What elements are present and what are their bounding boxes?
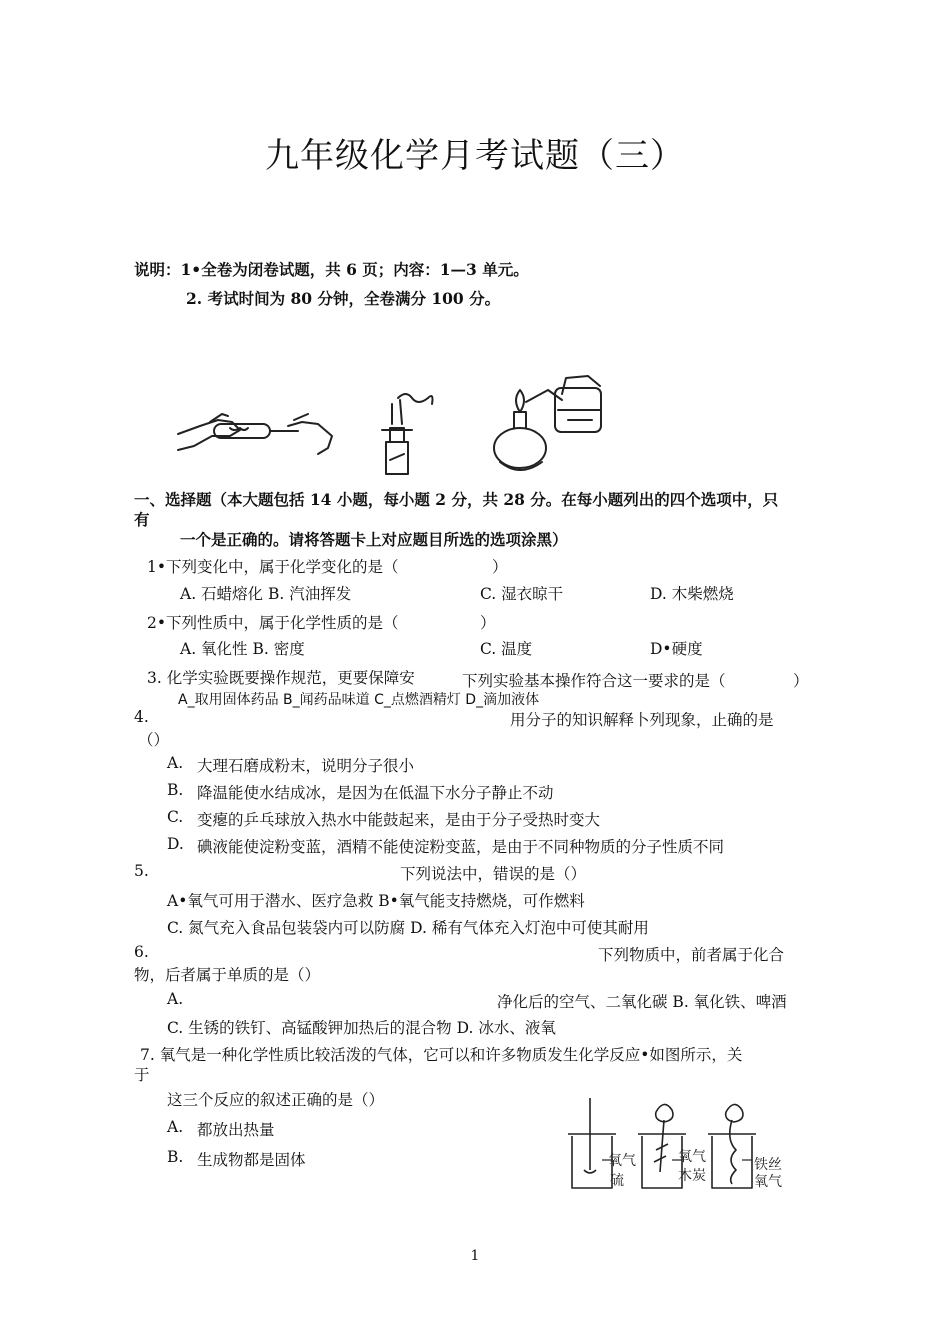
q4-option-d-label: D. <box>167 835 184 853</box>
jar3-label-bottom: 氧气 <box>754 1174 782 1190</box>
q1-option-c: C. 湿衣晾干 <box>480 585 564 603</box>
q6-option-a-label: A. <box>167 990 184 1008</box>
q4-option-c-label: C. <box>167 808 184 826</box>
page-title: 九年级化学月考试题（三） <box>265 136 685 176</box>
q2-stem: 2•下列性质中，属于化学性质的是（ <box>147 614 399 632</box>
q7-stem-a: 7. 氧气是一种化学性质比较活泼的气体，它可以和许多物质发生化学反应•如图所示，关 <box>140 1046 743 1064</box>
oxygen-reaction-figure <box>560 1090 800 1195</box>
q5-options-ab: A•氧气可用于潜水、医疗急救 B•氧气能支持燃烧，可作燃料 <box>167 892 585 910</box>
q6-stem-b: 物，后者属于单质的是（） <box>134 966 321 984</box>
jar3-label-top: 铁丝 <box>754 1157 782 1173</box>
q1-close: ） <box>492 558 508 576</box>
page-number: 1 <box>470 1248 480 1264</box>
q4-stem: 用分子的知识解释卜列现象，止确的是 <box>510 711 774 729</box>
q4-option-d: 碘液能使淀粉变蓝，酒精不能使淀粉变蓝，是由于不同种物质的分子性质不同 <box>197 838 725 856</box>
q5-number: 5. <box>134 862 149 880</box>
q7-stem-b: 于 <box>134 1066 150 1084</box>
q6-stem-a: 下列物质中，前者属于化合 <box>598 946 785 964</box>
q7-option-b: 生成物都是固体 <box>197 1151 306 1169</box>
q3-stem-a: 3. 化学实验既要操作规范，更要保障安 <box>147 669 415 687</box>
q4-option-b-label: B. <box>167 781 184 799</box>
q3-options: A_取用固体药品 B_闻药品味道 C_点燃酒精灯 D_滴加液体 <box>178 692 540 708</box>
q2-options-ab: A. 氧化性 B. 密度 <box>180 640 305 658</box>
q6-number: 6. <box>134 943 149 961</box>
q7-option-a-label: A. <box>167 1118 184 1136</box>
q4-paren: （） <box>138 731 170 749</box>
section-1-heading-c: 一个是正确的。请将答题卡上对应题目所选的选项涂黑） <box>180 530 568 549</box>
q4-number: 4. <box>134 708 149 726</box>
q4-option-b: 降温能使水结成冰，是因为在低温下水分子静止不动 <box>197 784 554 802</box>
q2-close: ） <box>480 614 496 632</box>
section-1-heading-b: 有 <box>134 510 150 529</box>
q4-option-c: 变瘪的乒乓球放入热水中能鼓起来，是由于分子受热时变大 <box>197 811 601 829</box>
q3-stem-b: 下列实验基本操作符合这一要求的是（ <box>462 672 726 690</box>
q2-option-c: C. 温度 <box>480 640 533 658</box>
q5-options-cd: C. 氮气充入食品包装袋内可以防腐 D. 稀有气体充入灯泡中可使其耐用 <box>167 919 649 937</box>
lab-operations-illustration <box>170 370 620 480</box>
jar1-label-bottom: 硫 <box>610 1173 624 1189</box>
section-1-heading-a: 一、选择题（本大题包括 14 小题，每小题 2 分，共 28 分。在每小题列出的四个选项中，只 <box>134 490 779 509</box>
jar2-label-bottom: 木炭 <box>678 1168 706 1184</box>
q5-stem: 下列说法中，错误的是（） <box>400 865 587 883</box>
q2-option-d: D•硬度 <box>650 640 703 658</box>
q1-option-d: D. 木柴燃烧 <box>650 585 734 603</box>
q3-close: ） <box>793 672 809 690</box>
q7-option-b-label: B. <box>167 1148 184 1166</box>
q1-options-ab: A. 石蜡熔化 B. 汽油挥发 <box>180 585 352 603</box>
q4-option-a-label: A. <box>167 754 184 772</box>
jar1-label-top: 氧气 <box>608 1153 636 1169</box>
q6-options-cd: C. 生锈的铁钉、高锰酸钾加热后的混合物 D. 冰水、液氧 <box>167 1019 556 1037</box>
q7-stem-c: 这三个反应的叙述正确的是（） <box>167 1091 385 1109</box>
q1-stem: 1•下列变化中，属于化学变化的是（ <box>147 558 399 576</box>
q6-options-ab: 净化后的空气、二氧化碳 B. 氧化铁、啤酒 <box>497 993 787 1011</box>
note-line-1: 说明：1•全卷为闭卷试题，共 6 页；内容：1—3 单元。 <box>134 260 529 279</box>
q4-option-a: 大理石磨成粉末，说明分子很小 <box>197 757 415 775</box>
note-line-2: 2. 考试时间为 80 分钟，全卷满分 100 分。 <box>186 289 501 308</box>
jar2-label-top: 氧气 <box>678 1149 706 1165</box>
q7-option-a: 都放出热量 <box>197 1121 275 1139</box>
